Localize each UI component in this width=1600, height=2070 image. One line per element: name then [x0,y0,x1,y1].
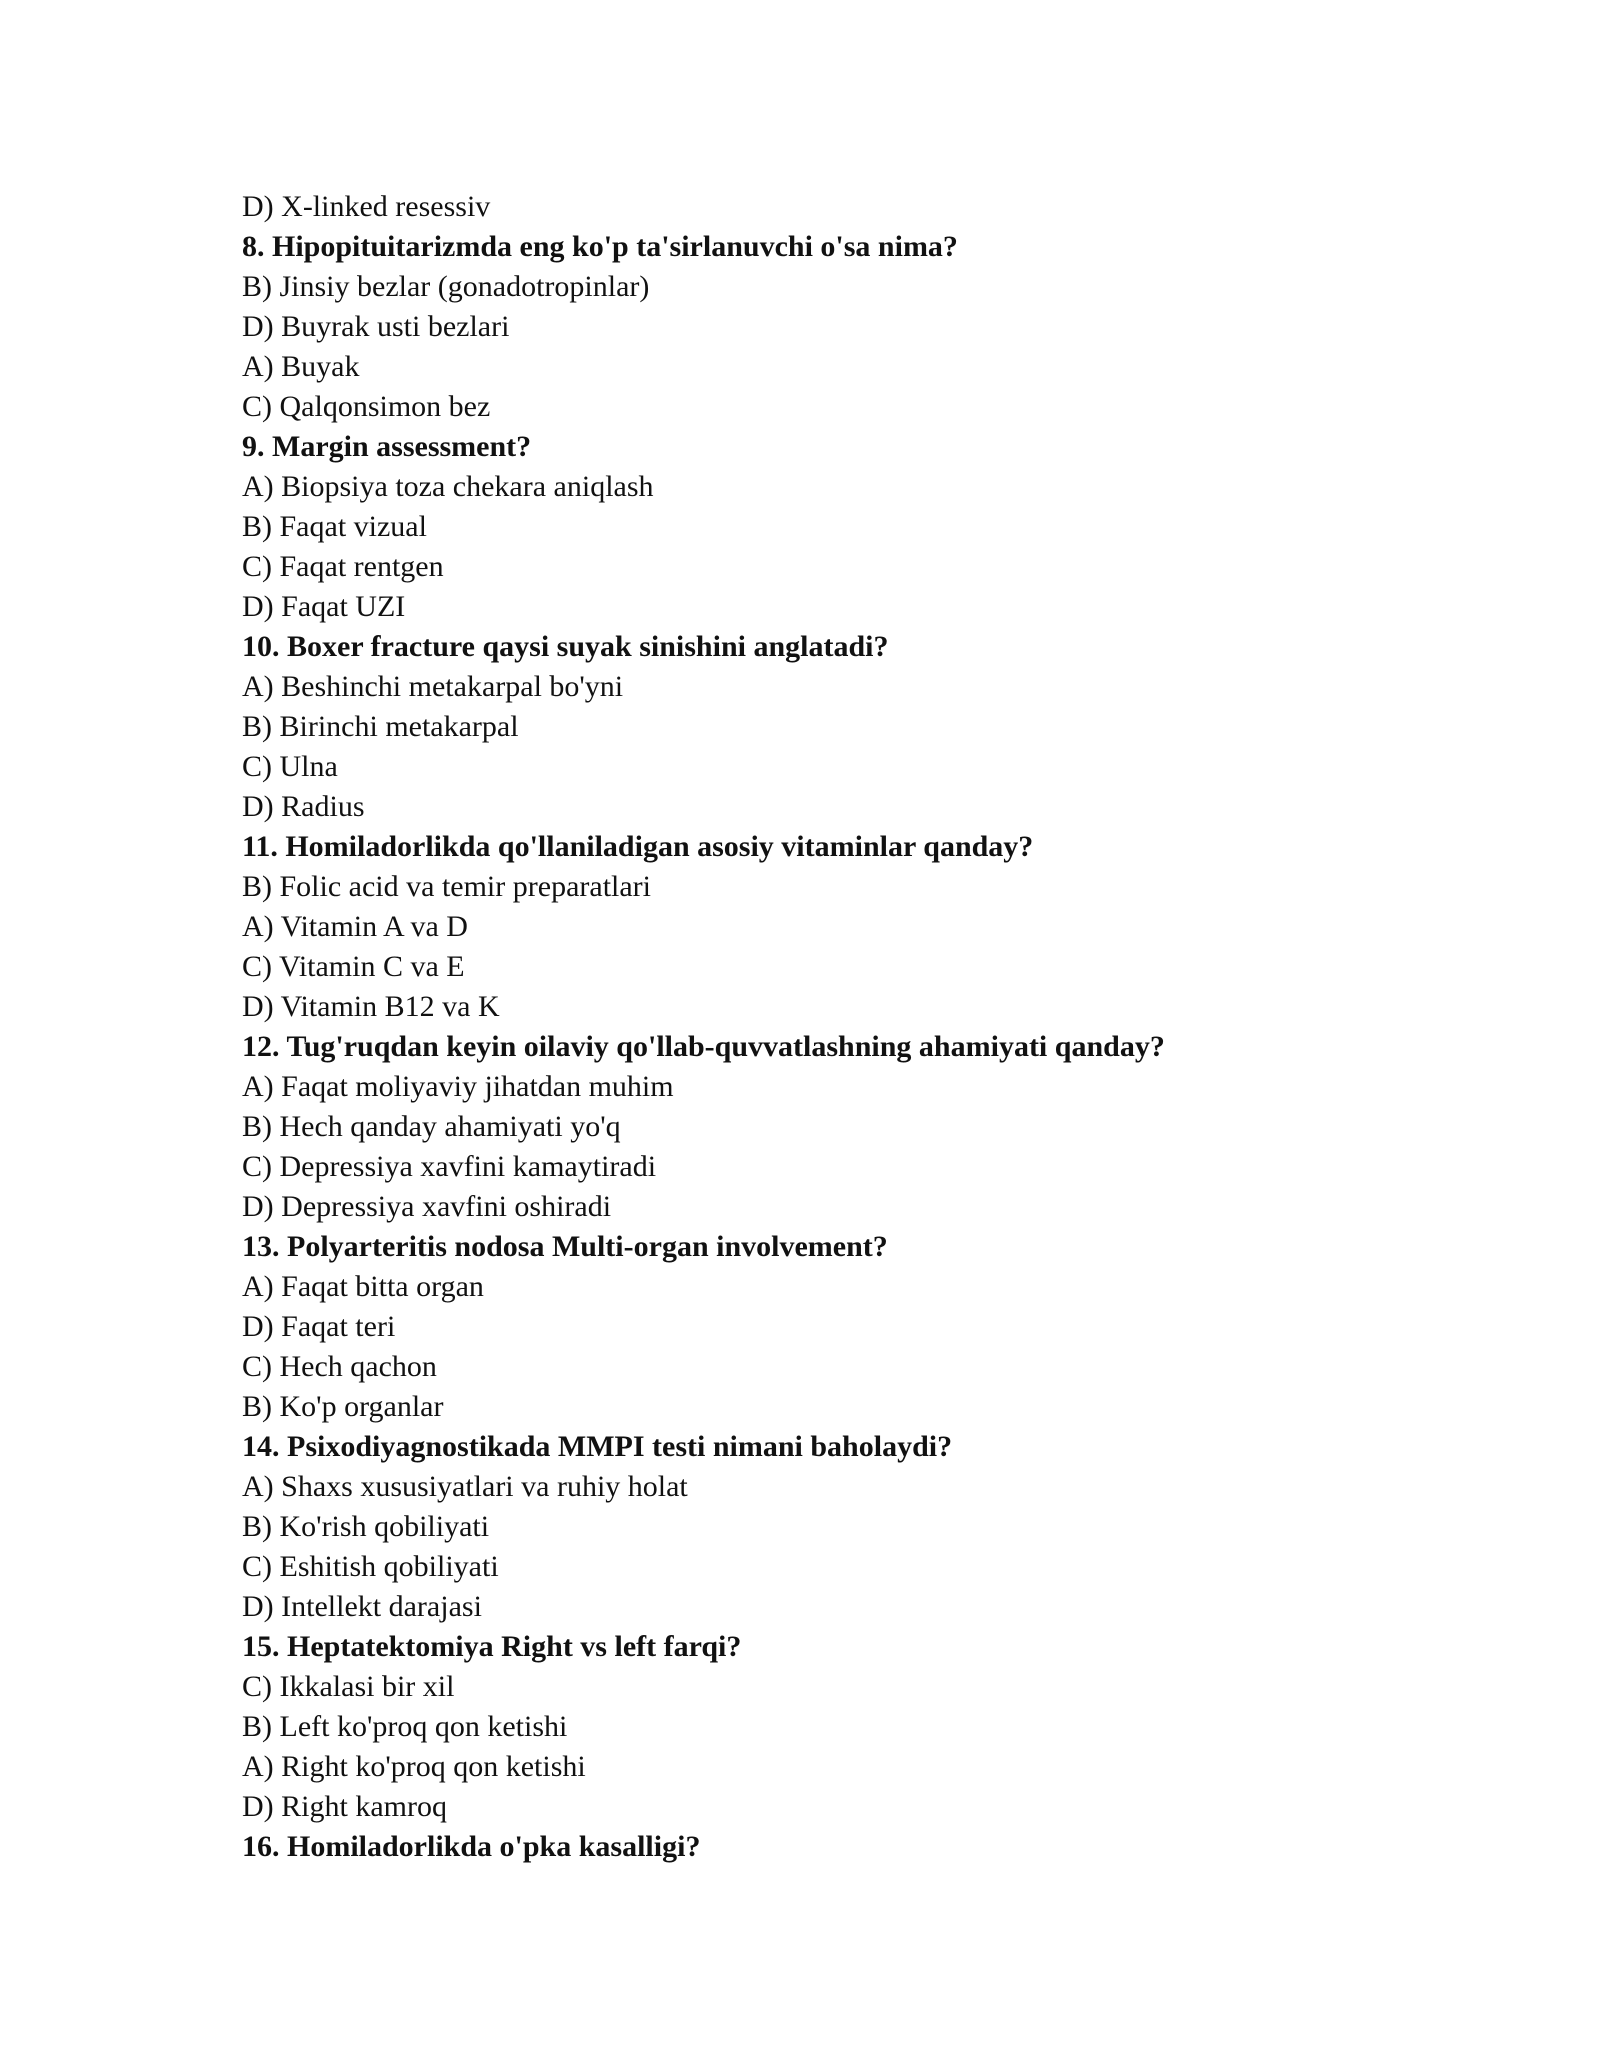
question-block [242,627,1392,827]
answer-option: D) Intellekt darajasi [242,1590,482,1623]
question-block [242,1627,1392,1827]
answer-option: B) Birinchi metakarpal [242,710,519,743]
answer-option: A) Buyak [242,350,360,383]
question-text: 14. Psixodiyagnostikada MMPI testi nimani baholaydi? [242,1430,953,1463]
answer-option: A) Vitamin A va D [242,910,468,943]
answer-option: A) Right ko'proq qon ketishi [242,1750,586,1783]
answer-option: A) Shaxs xususiyatlari va ruhiy holat [242,1470,688,1503]
answer-option: D) Right kamroq [242,1790,447,1823]
answer-option: D) Faqat UZI [242,590,406,623]
answer-option: D) Vitamin B12 va K [242,990,500,1023]
answer-option: D) Radius [242,790,365,823]
answer-option: B) Jinsiy bezlar (gonadotropinlar) [242,270,650,303]
question-text: 8. Hipopituitarizmda eng ko'p ta'sirlanuvchi o'sa nima? [242,230,958,263]
question-text: 16. Homiladorlikda o'pka kasalligi? [242,1830,701,1863]
answer-option: D) Faqat teri [242,1310,396,1343]
answer-option: C) Faqat rentgen [242,550,444,583]
answer-option: D) X-linked resessiv [242,190,491,223]
answer-option: B) Left ko'proq qon ketishi [242,1710,568,1743]
question-text: 15. Heptatektomiya Right vs left farqi? [242,1630,742,1663]
answer-option: B) Folic acid va temir preparatlari [242,870,651,903]
question-block [242,1827,1392,1867]
answer-option: C) Qalqonsimon bez [242,390,491,423]
answer-option: B) Hech qanday ahamiyati yo'q [242,1110,621,1143]
question-block [242,827,1392,1027]
answer-option: C) Ulna [242,750,338,783]
question-text: 9. Margin assessment? [242,430,532,463]
question-text: 13. Polyarteritis nodosa Multi-organ involvement? [242,1230,888,1263]
answer-option: C) Vitamin C va E [242,950,465,983]
question-block [242,1427,1392,1627]
answer-option: B) Ko'rish qobiliyati [242,1510,490,1543]
answer-option: B) Faqat vizual [242,510,427,543]
answer-option: A) Biopsiya toza chekara aniqlash [242,470,654,503]
answer-option: D) Buyrak usti bezlari [242,310,510,343]
question-block [242,1027,1392,1227]
question-text: 10. Boxer fracture qaysi suyak sinishini anglatadi? [242,630,889,663]
answer-option: A) Faqat bitta organ [242,1270,484,1303]
question-text: 12. Tug'ruqdan keyin oilaviy qo'llab-quvvatlashning ahamiyati qanday? [242,1030,1165,1063]
answer-option: C) Hech qachon [242,1350,437,1383]
answer-option: A) Beshinchi metakarpal bo'yni [242,670,624,703]
answer-option: C) Eshitish qobiliyati [242,1550,499,1583]
answer-option: D) Depressiya xavfini oshiradi [242,1190,612,1223]
question-block [242,1227,1392,1427]
answer-option: C) Depressiya xavfini kamaytiradi [242,1150,657,1183]
answer-option: B) Ko'p organlar [242,1390,444,1423]
answer-option: C) Ikkalasi bir xil [242,1670,455,1703]
document-content [242,187,1392,1867]
question-block [242,227,1392,427]
question-block [242,427,1392,627]
question-text: 11. Homiladorlikda qo'llaniladigan asosiy vitaminlar qanday? [242,830,1034,863]
answer-option: A) Faqat moliyaviy jihatdan muhim [242,1070,674,1103]
